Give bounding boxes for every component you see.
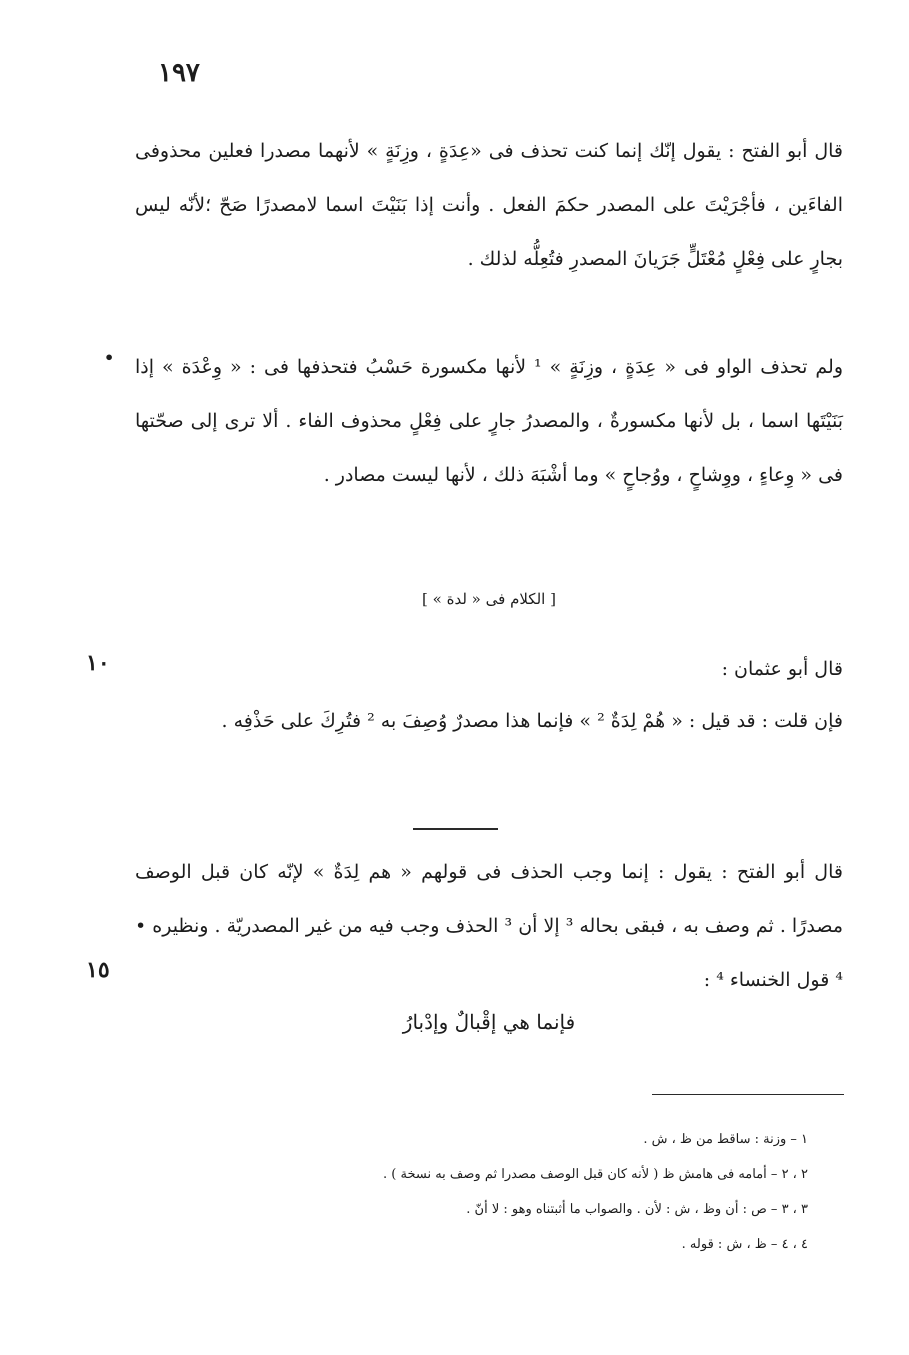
section-heading: [ الكلام فى « لدة » ] (422, 590, 556, 608)
footnote-1: ١ – وزنة : ساقط من ظ ، ش . (643, 1132, 808, 1147)
line-number-10: ١٠ (86, 650, 110, 676)
footnote-4: ٤ ، ٤ – ظ ، ش : قوله . (681, 1237, 808, 1252)
paragraph-abu-al-fath-1: قال أبو الفتح : يقول إنّك إنما كنت تحذف فى «عِدَةٍ ، وزِنَةٍ » لأنهما مصدرا فعلين محذوفى الفاءَين ، فأجْرَيْتَ على المصدر حكمَ الفعل . وأنت إذا بَنَيْتَ اسما لامصدرًا صَحّ ؛لأنّه ليس بجارٍ على فِعْلٍ مُعْتَلٍّ جَرَيانَ المصدرِ فتُعِلُّه لذلك . (135, 140, 843, 270)
paragraph-abu-uthman: قال أبو عثمان : (721, 658, 843, 680)
section-divider (413, 828, 498, 830)
page-number: ١٩٧ (158, 58, 200, 88)
footnote-3: ٣ ، ٣ – ص : أن وظ ، ش : لأن . والصواب ما أثبتناه وهو : لا أنّ . (466, 1202, 808, 1217)
paragraph-abu-al-fath-2: قال أبو الفتح : يقول : إنما وجب الحذف فى قولهم « هم لِدَةٌ » لإنّه كان قبل الوصف مصدرًا . ثم وصف به ، فبقى بحاله ³ إلا أن ³ الحذف وجب فيه من غير المصدريّة . ونظيره • ⁴ قول الخنساء ⁴ : (135, 861, 843, 991)
footnote-divider (652, 1094, 844, 1095)
paragraph-waw-deletion: ولم تحذف الواو فى « عِدَةٍ ، وزِنَةٍ » ¹ لأنها مكسورة حَسْبُ فتحذفها فى : « وِعْدَة » إذا بَنَيْتَها اسما ، بل لأنها مكسورةٌ ، والمصدرُ جارٍ على فِعْلٍ محذوف الفاء . ألا ترى إلى صحّتها فى « وِعاءٍ ، ووِشاحٍ ، ووُجاحٍ » وما أشْبَهَ ذلك ، لأنها ليست مصادر . (135, 356, 843, 486)
footnote-2: ٢ ، ٢ – أمامه فى هامش ظ ( لأنه كان قبل الوصف مصدرا ثم وصف به نسخة ) . (383, 1167, 808, 1182)
paragraph-question: فإن قلت : قد قيل : « هُمْ لِدَةٌ ² » فإنما هذا مصدرٌ وُصِفَ به ² فتُرِكَ على حَذْفِه . (221, 710, 843, 732)
footnotes (220, 1122, 808, 1262)
poetry-verse: فإنما هي إقْبالٌ وإدْبارُ (402, 1010, 576, 1034)
line-number-15: ١٥ (86, 957, 110, 983)
line-marker-5: • (104, 348, 115, 367)
